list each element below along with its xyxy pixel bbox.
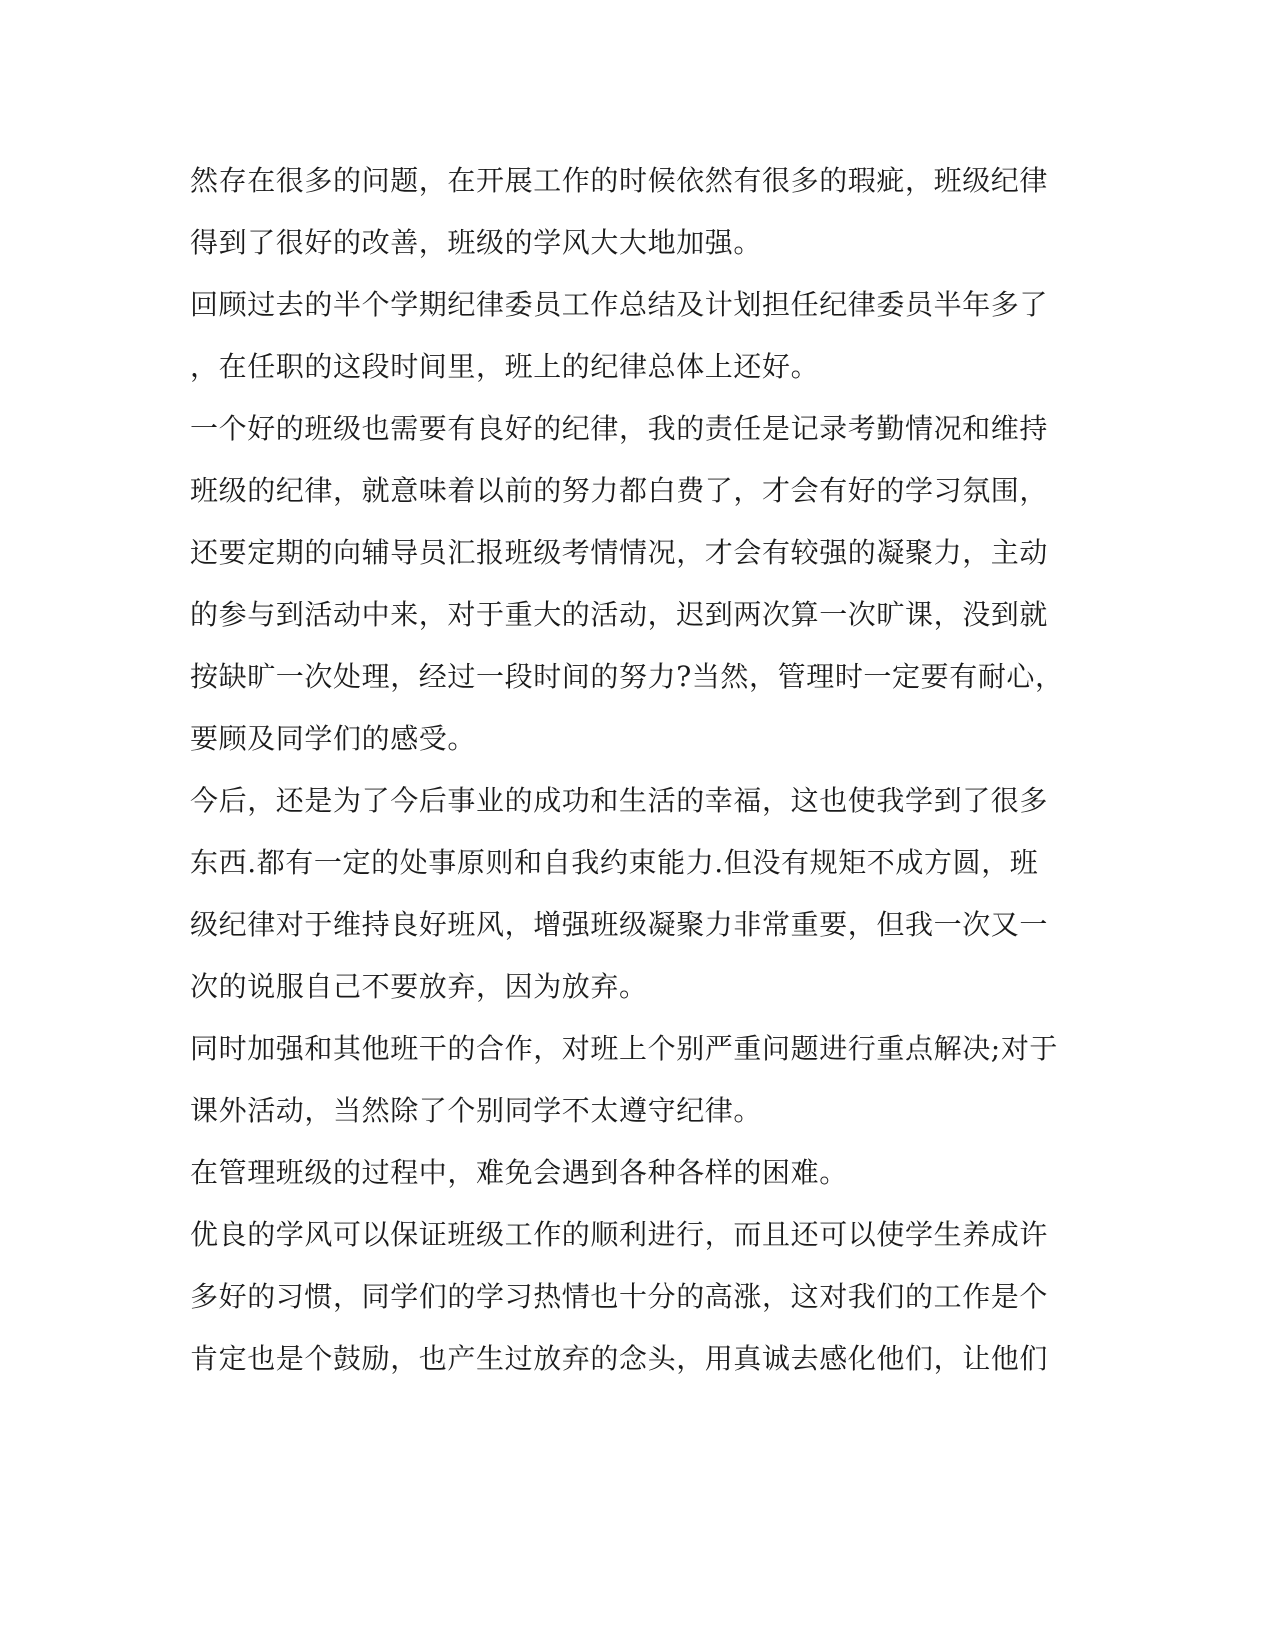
text-line: 肯定也是个鼓励，也产生过放弃的念头，用真诚去感化他们，让他们 — [190, 1342, 1049, 1375]
text-line: 东西.都有一定的处事原则和自我约束能力.但没有规矩不成方圆，班 — [190, 846, 1039, 879]
text-line: 得到了很好的改善，班级的学风大大地加强。 — [190, 226, 763, 259]
text-line: 的参与到活动中来，对于重大的活动，迟到两次算一次旷课，没到就 — [190, 598, 1049, 631]
text-line: 要顾及同学们的感受。 — [190, 722, 477, 755]
text-line: 次的说服自己不要放弃，因为放弃。 — [190, 970, 648, 1003]
text-line: 同时加强和其他班干的合作，对班上个别严重问题进行重点解决;对于 — [190, 1032, 1059, 1065]
text-line: 班级的纪律，就意味着以前的努力都白费了，才会有好的学习氛围， — [190, 474, 1049, 507]
text-line: 在管理班级的过程中，难免会遇到各种各样的困难。 — [190, 1156, 848, 1189]
text-line: 还要定期的向辅导员汇报班级考情情况，才会有较强的凝聚力，主动 — [190, 536, 1049, 569]
text-line: 然存在很多的问题，在开展工作的时候依然有很多的瑕疵，班级纪律 — [190, 164, 1049, 197]
text-line: 一个好的班级也需要有良好的纪律，我的责任是记录考勤情况和维持 — [190, 412, 1049, 445]
text-line: ，在任职的这段时间里，班上的纪律总体上还好。 — [190, 350, 820, 383]
text-line: 今后，还是为了今后事业的成功和生活的幸福，这也使我学到了很多 — [190, 784, 1049, 817]
text-line: 回顾过去的半个学期纪律委员工作总结及计划担任纪律委员半年多了 — [190, 288, 1049, 321]
text-line: 按缺旷一次处理，经过一段时间的努力?当然，管理时一定要有耐心， — [190, 660, 1064, 693]
text-line: 优良的学风可以保证班级工作的顺利进行，而且还可以使学生养成许 — [190, 1218, 1049, 1251]
text-line: 级纪律对于维持良好班风，增强班级凝聚力非常重要，但我一次又一 — [190, 908, 1049, 941]
text-line: 多好的习惯，同学们的学习热情也十分的高涨，这对我们的工作是个 — [190, 1280, 1049, 1313]
text-line: 课外活动，当然除了个别同学不太遵守纪律。 — [190, 1094, 763, 1127]
